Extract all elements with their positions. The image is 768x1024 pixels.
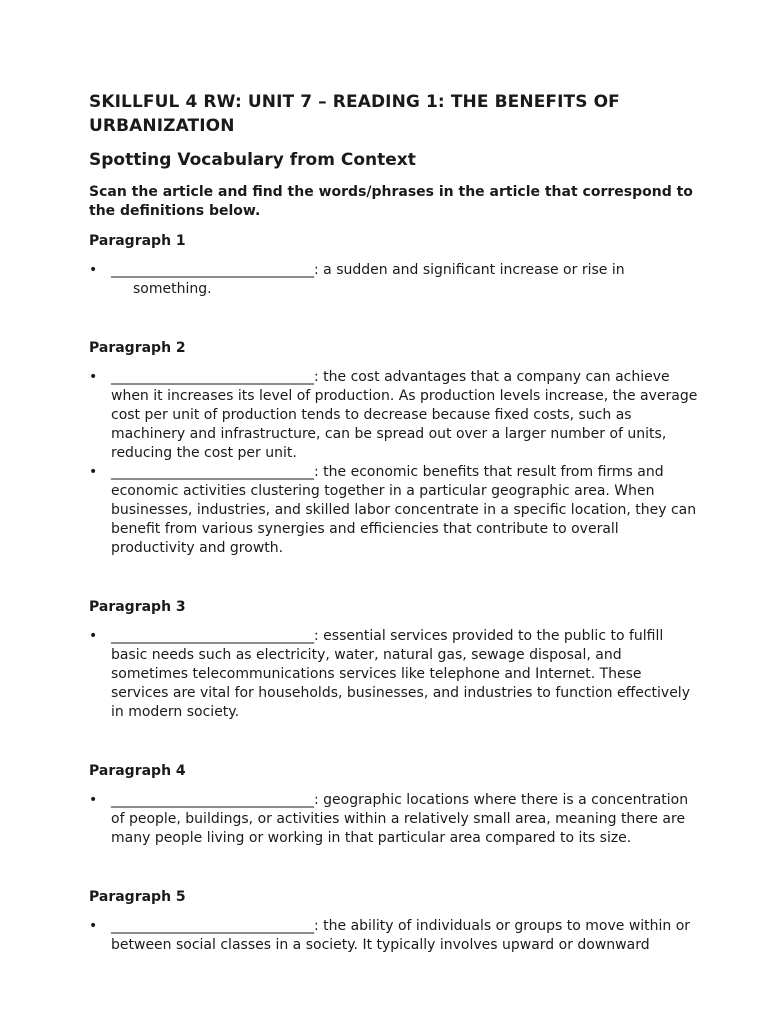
bullet-marker: • xyxy=(89,369,98,385)
answer-blank: _____________________________ xyxy=(111,918,314,934)
answer-blank: _____________________________ xyxy=(111,792,314,808)
definition-item xyxy=(89,627,698,722)
definition-item xyxy=(89,791,698,848)
definition-text: : the ability of individuals or groups to move within or between social classes in a society. It typically involves upward or downward xyxy=(111,918,691,953)
paragraph-label: Paragraph 1 xyxy=(89,233,186,249)
definition-continuation: something. xyxy=(133,281,212,297)
answer-blank: _____________________________ xyxy=(111,369,314,385)
bullet-marker: • xyxy=(89,262,98,278)
definition-item xyxy=(89,463,698,558)
paragraph-label: Paragraph 4 xyxy=(89,763,186,779)
definition-text: : geographic locations where there is a concentration of people, buildings, or activities within a relatively small area, meaning there are many people living or working in that particular area compared to its size. xyxy=(111,792,689,846)
definition-item xyxy=(89,917,698,955)
paragraph-section xyxy=(89,888,698,955)
bullet-marker: • xyxy=(89,464,98,480)
definition-text: : the cost advantages that a company can achieve when it increases its level of production. As production levels increase, the average cost per unit of production tends to decrease because fixed costs, such as machinery and infrastructure, can be spread out over a larger number of units, reducing the cost per unit. xyxy=(111,369,698,461)
paragraph-section xyxy=(89,232,698,299)
paragraph-label: Paragraph 2 xyxy=(89,340,186,356)
definition-text: : a sudden and significant increase or rise in xyxy=(314,262,625,278)
definition-list xyxy=(89,261,698,299)
definition-list xyxy=(89,627,698,722)
answer-blank: _____________________________ xyxy=(111,628,314,644)
definition-list xyxy=(89,791,698,848)
answer-blank: _____________________________ xyxy=(111,464,314,480)
definition-item xyxy=(89,261,698,299)
paragraph-label: Paragraph 3 xyxy=(89,599,186,615)
paragraph-section xyxy=(89,598,698,722)
definition-text: : essential services provided to the public to fulfill basic needs such as electricity, water, natural gas, sewage disposal, and sometimes telecommunications services like telephone and Internet. These services are vital for households, businesses, and industries to function effectively in modern society. xyxy=(111,628,690,720)
paragraph-section xyxy=(89,339,698,558)
bullet-marker: • xyxy=(89,628,98,644)
document-title: SKILLFUL 4 RW: UNIT 7 – READING 1: THE BENEFITS OF URBANIZATION xyxy=(89,92,620,136)
instructions: Scan the article and find the words/phrases in the article that correspond to the definitions below. xyxy=(89,184,693,219)
definition-list xyxy=(89,917,698,955)
paragraph-label: Paragraph 5 xyxy=(89,889,186,905)
bullet-marker: • xyxy=(89,918,98,934)
bullet-marker: • xyxy=(89,792,98,808)
definition-item xyxy=(89,368,698,463)
answer-blank: _____________________________ xyxy=(111,262,314,278)
paragraph-section xyxy=(89,762,698,848)
definition-text: : the economic benefits that result from firms and economic activities clustering together in a particular geographic area. When businesses, industries, and skilled labor concentrate in a specific location, they can benefit from various synergies and efficiencies that contribute to overall productivity and growth. xyxy=(111,464,697,556)
section-subtitle: Spotting Vocabulary from Context xyxy=(89,150,416,170)
definition-list xyxy=(89,368,698,558)
